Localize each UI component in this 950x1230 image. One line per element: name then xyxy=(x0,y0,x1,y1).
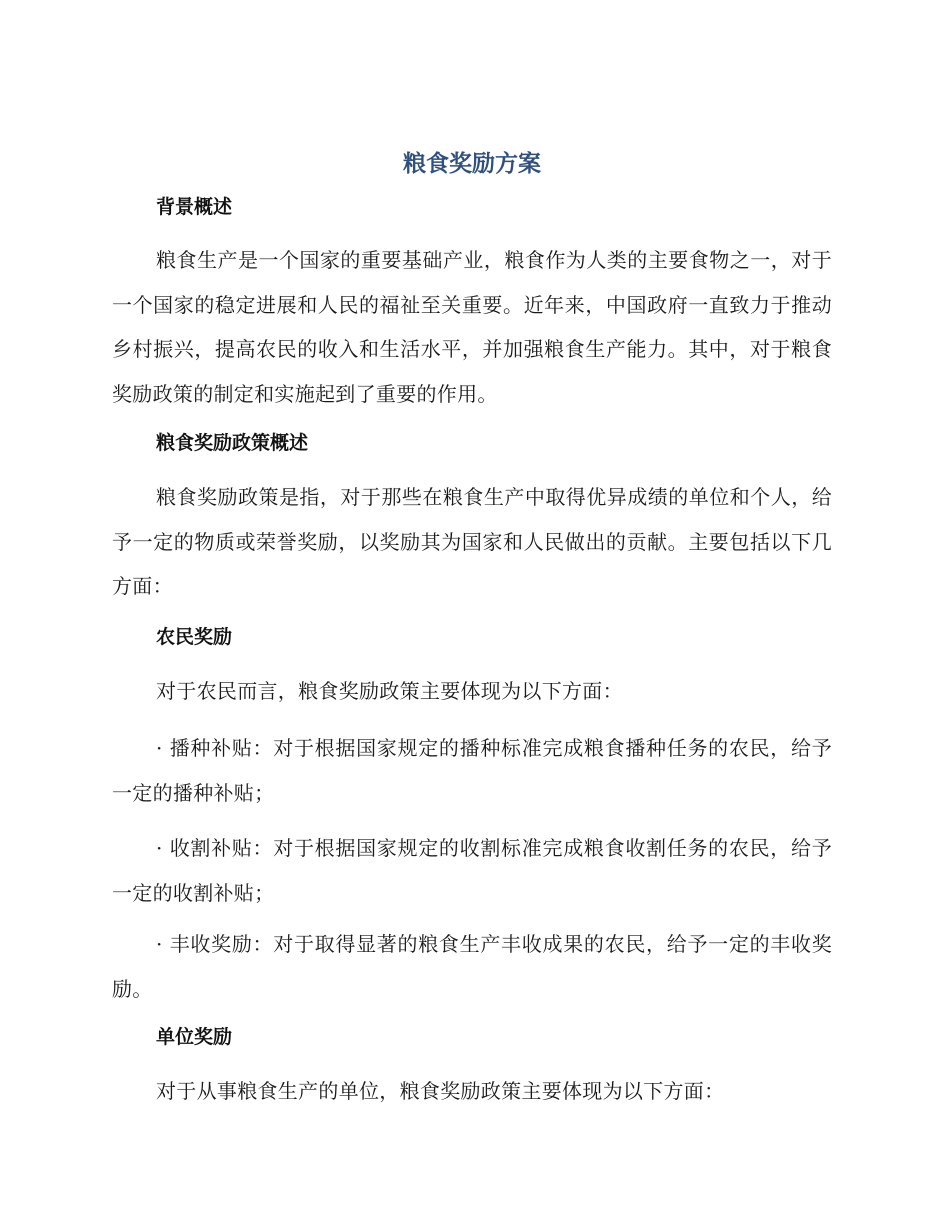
page-title: 粮食奖励方案 xyxy=(403,151,541,177)
list-item-sowing-subsidy: · 播种补贴：对于根据国家规定的播种标准完成粮食播种任务的农民，给予一定的播种补贴； xyxy=(112,736,832,805)
section-heading-unit: 单位奖励 xyxy=(156,1026,233,1048)
section-heading-background: 背景概述 xyxy=(156,196,233,218)
section-heading-policy: 粮食奖励政策概述 xyxy=(156,432,309,454)
paragraph-background: 粮食生产是一个国家的重要基础产业，粮食作为人类的主要食物之一，对于一个国家的稳定进展和人民的福祉至关重要。近年来，中国政府一直致力于推动乡村振兴，提高农民的收入和生活水平，并加强粮食生产能力。其中，对于粮食奖励政策的制定和实施起到了重要的作用。 xyxy=(112,248,832,406)
paragraph-unit-intro: 对于从事粮食生产的单位，粮食奖励政策主要体现为以下方面： xyxy=(156,1079,725,1103)
list-item-bumper-harvest-award: · 丰收奖励：对于取得显著的粮食生产丰收成果的农民，给予一定的丰收奖励。 xyxy=(112,932,832,1001)
section-heading-farmer: 农民奖励 xyxy=(156,626,233,648)
paragraph-policy: 粮食奖励政策是指，对于那些在粮食生产中取得优异成绩的单位和个人，给予一定的物质或荣誉奖励，以奖励其为国家和人民做出的贡献。主要包括以下几方面： xyxy=(112,485,832,598)
paragraph-farmer-intro: 对于农民而言，粮食奖励政策主要体现为以下方面： xyxy=(156,679,623,703)
list-item-harvest-subsidy: · 收割补贴：对于根据国家规定的收割标准完成粮食收割任务的农民，给予一定的收割补贴； xyxy=(112,836,832,905)
